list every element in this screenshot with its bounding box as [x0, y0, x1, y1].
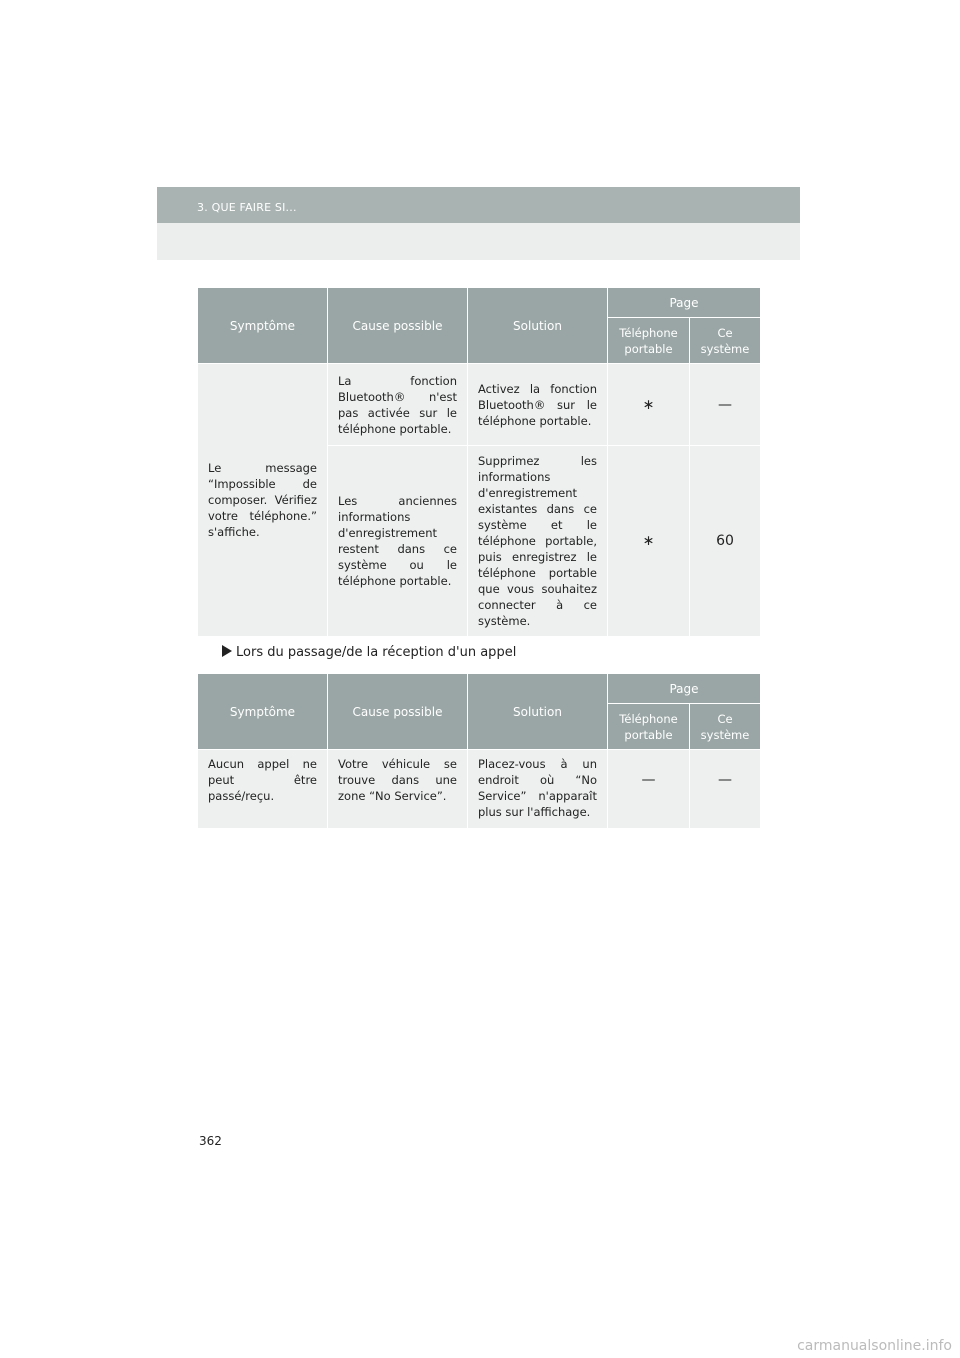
solution-cell: Activez la fonction Bluetooth® sur le téléphone portable.: [468, 364, 608, 446]
page-telephone-cell: —: [608, 750, 690, 829]
header-page: Page: [608, 674, 761, 704]
page-systeme-cell: —: [690, 364, 761, 446]
solution-cell: Supprimez les informations d'enregistrement existantes dans ce système et le téléphone portable, puis enregistrez le téléphone portable que vous souhaitez connecter à ce système.: [468, 446, 608, 637]
cause-cell: La fonction Bluetooth® n'est pas activée sur le téléphone portable.: [328, 364, 468, 446]
symptome-cell: Aucun appel ne peut être passé/reçu.: [198, 750, 328, 829]
header-cause: Cause possible: [328, 674, 468, 750]
troubleshooting-table-1: [197, 287, 761, 637]
page-telephone-cell: ∗: [608, 446, 690, 637]
cause-cell: Votre véhicule se trouve dans une zone “No Service”.: [328, 750, 468, 829]
header-telephone: Téléphone portable: [608, 318, 690, 364]
cause-cell: Les anciennes informations d'enregistrement restent dans ce système ou le téléphone portable.: [328, 446, 468, 637]
section-title: 3. QUE FAIRE SI...: [197, 201, 297, 214]
header-telephone: Téléphone portable: [608, 704, 690, 750]
header-systeme: Ce système: [690, 704, 761, 750]
header-cause: Cause possible: [328, 288, 468, 364]
header-systeme: Ce système: [690, 318, 761, 364]
table-row: [198, 750, 761, 829]
subsection-heading: [222, 645, 516, 660]
section-header-band: [157, 223, 800, 260]
page-systeme-cell: 60: [690, 446, 761, 637]
header-symptome: Symptôme: [198, 674, 328, 750]
subsection-title: Lors du passage/de la réception d'un appel: [236, 645, 517, 660]
solution-cell: Placez-vous à un endroit où “No Service” n'apparaît plus sur l'affichage.: [468, 750, 608, 829]
page-telephone-cell: ∗: [608, 364, 690, 446]
troubleshooting-table-2: [197, 673, 761, 829]
section-header: [157, 187, 800, 223]
page-number: 362: [199, 1134, 222, 1148]
page-systeme-cell: —: [690, 750, 761, 829]
header-page: Page: [608, 288, 761, 318]
triangle-bullet-icon: [222, 645, 232, 657]
symptome-cell: Le message “Impossible de composer. Vérifiez votre téléphone.” s'affiche.: [198, 364, 328, 637]
watermark: carmanualsonline.info: [797, 1338, 952, 1354]
header-symptome: Symptôme: [198, 288, 328, 364]
table-row: [198, 364, 761, 446]
header-solution: Solution: [468, 674, 608, 750]
header-solution: Solution: [468, 288, 608, 364]
